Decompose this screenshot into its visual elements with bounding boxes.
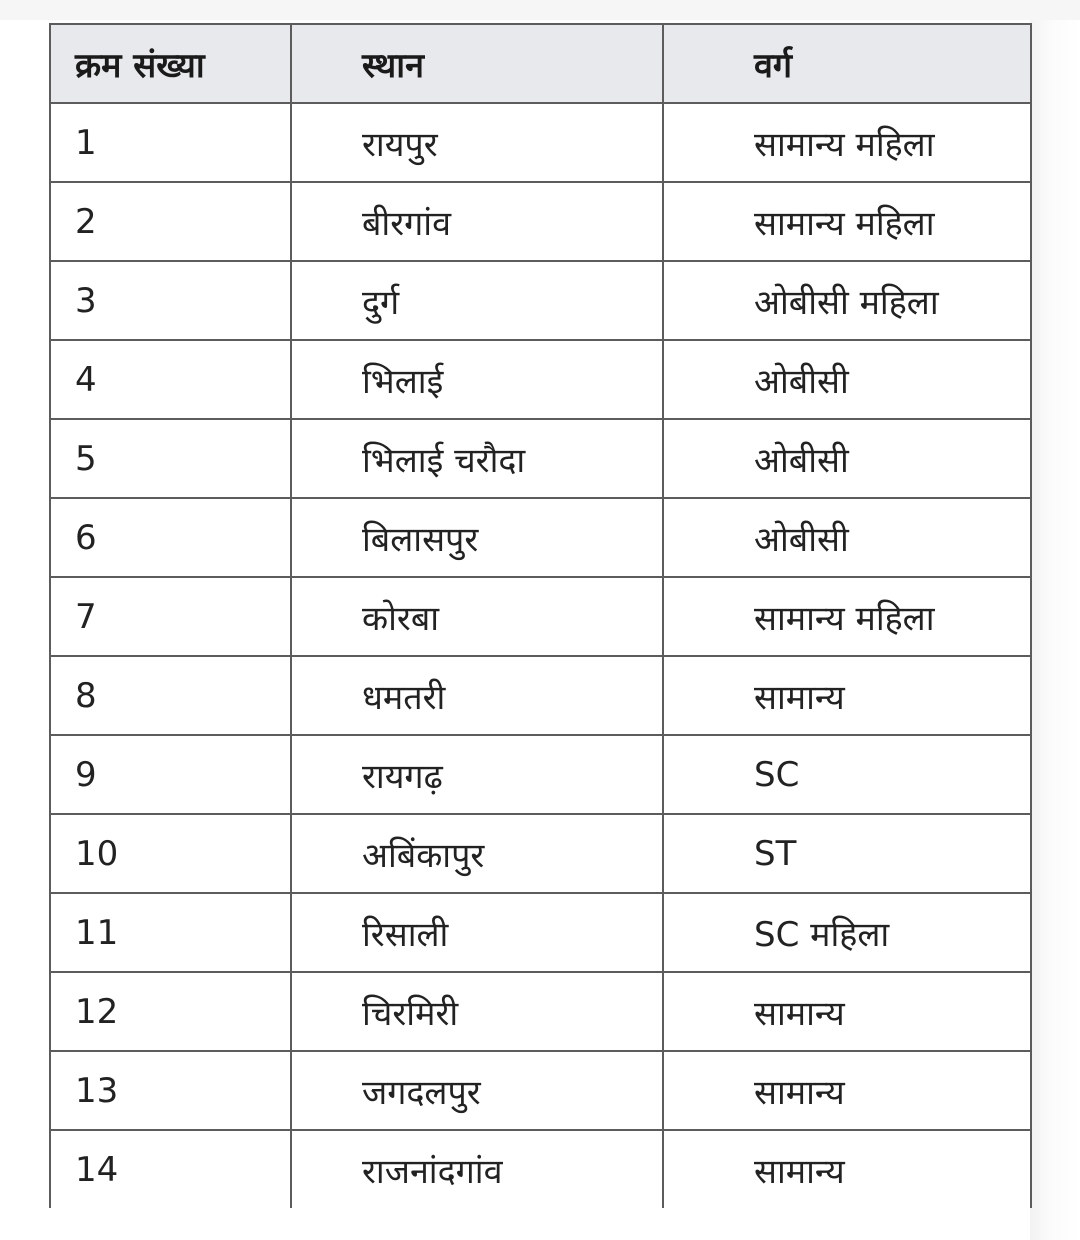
row-category: सामान्य महिला (663, 182, 1031, 261)
header-place: स्थान (291, 24, 663, 103)
top-strip (0, 0, 1080, 20)
row-place: बिलासपुर (291, 498, 663, 577)
table-row (50, 498, 1031, 577)
row-number: 7 (50, 577, 291, 656)
row-place: राजनांदगांव (291, 1130, 663, 1208)
table-row (50, 103, 1031, 182)
page-edge-shadow (1030, 20, 1080, 1240)
row-place: भिलाई चरौदा (291, 419, 663, 498)
row-category: ओबीसी (663, 498, 1031, 577)
table-row (50, 735, 1031, 814)
row-place: अबिंकापुर (291, 814, 663, 893)
table-row (50, 656, 1031, 735)
row-category: SC महिला (663, 893, 1031, 972)
table-row (50, 182, 1031, 261)
row-category: सामान्य (663, 1130, 1031, 1208)
table-row (50, 1130, 1031, 1208)
row-number: 10 (50, 814, 291, 893)
row-place: जगदलपुर (291, 1051, 663, 1130)
row-number: 4 (50, 340, 291, 419)
row-category: सामान्य (663, 1051, 1031, 1130)
row-number: 3 (50, 261, 291, 340)
row-number: 5 (50, 419, 291, 498)
row-place: रिसाली (291, 893, 663, 972)
row-category: ओबीसी (663, 340, 1031, 419)
row-number: 6 (50, 498, 291, 577)
row-number: 14 (50, 1130, 291, 1208)
reservation-table (49, 23, 1032, 1208)
row-category: सामान्य महिला (663, 103, 1031, 182)
row-category: सामान्य महिला (663, 577, 1031, 656)
row-place: धमतरी (291, 656, 663, 735)
row-category: सामान्य (663, 656, 1031, 735)
table-row (50, 261, 1031, 340)
row-place: बीरगांव (291, 182, 663, 261)
row-number: 11 (50, 893, 291, 972)
row-place: चिरमिरी (291, 972, 663, 1051)
table-row (50, 340, 1031, 419)
header-category: वर्ग (663, 24, 1031, 103)
table-row (50, 814, 1031, 893)
row-number: 1 (50, 103, 291, 182)
table-row (50, 577, 1031, 656)
table-row (50, 893, 1031, 972)
row-category: ओबीसी महिला (663, 261, 1031, 340)
header-serial-number: क्रम संख्या (50, 24, 291, 103)
row-number: 12 (50, 972, 291, 1051)
table-row (50, 1051, 1031, 1130)
row-number: 2 (50, 182, 291, 261)
table-header (50, 24, 1031, 103)
row-category: ST (663, 814, 1031, 893)
table-body (50, 103, 1031, 1208)
row-category: सामान्य (663, 972, 1031, 1051)
row-number: 9 (50, 735, 291, 814)
row-place: रायपुर (291, 103, 663, 182)
row-place: भिलाई (291, 340, 663, 419)
row-place: दुर्ग (291, 261, 663, 340)
row-category: ओबीसी (663, 419, 1031, 498)
row-number: 8 (50, 656, 291, 735)
row-place: कोरबा (291, 577, 663, 656)
row-category: SC (663, 735, 1031, 814)
header-row (50, 24, 1031, 103)
row-place: रायगढ़ (291, 735, 663, 814)
table-row (50, 972, 1031, 1051)
row-number: 13 (50, 1051, 291, 1130)
table-row (50, 419, 1031, 498)
